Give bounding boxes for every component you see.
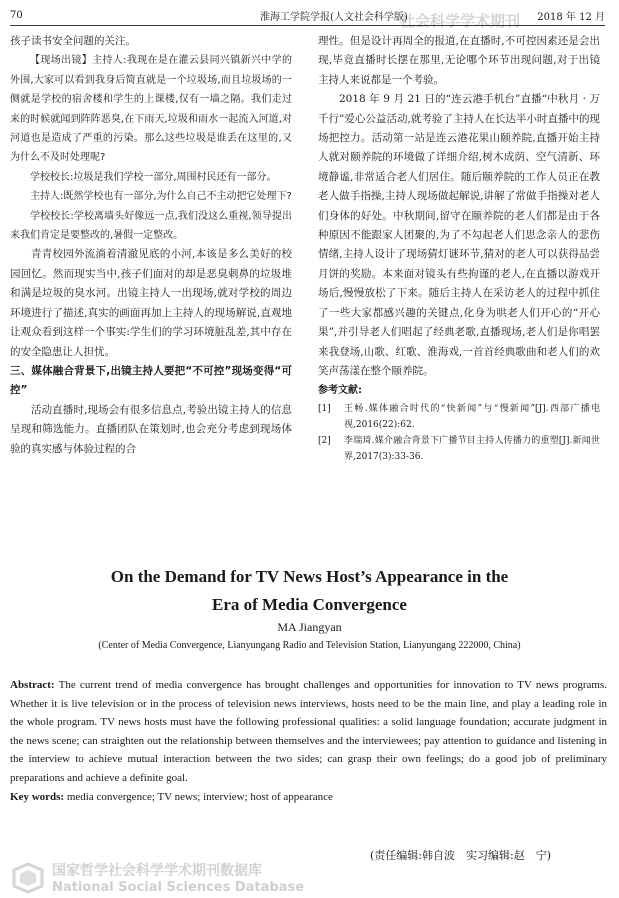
paragraph: 活动直播时,现场会有很多信息点,考验出镜主持人的信息呈现和筛选能力。直播团队在策划时,也会充分考虑到现场体验的真实感与体验过程的合: [10, 403, 292, 455]
reference-number: [1]: [318, 403, 331, 414]
paragraph: 青青校园外流淌着清澈见底的小河,本该是多么美好的校园回忆。然而现实当中,孩子们面对的却是恶臭刺鼻的垃圾堆和满是垃圾的臭水河。出镜主持人一出现场,就对学校的周边环境进行了描述,真实的画面再加上主持人的现场解说,直观地让观众看到这样一个事实:学生们的学习环境脏乱差,其中存在的安全隐患让人担忧。: [10, 248, 292, 358]
database-logo-icon: [10, 862, 46, 894]
english-title-line: Era of Media Convergence: [212, 595, 407, 614]
abstract-paragraph: [10, 676, 607, 788]
english-abstract: [10, 676, 607, 806]
abstract-text: The current trend of media convergence has brought challenges and opportunities for innovation to TV news programs. Whether it is live television or in the process of television news interviews, hosts need to be the main line, and play a leading role in the whole program. TV news hosts must have the following professional qualities: a solid language foundation; accurate judgment in the news scene; can straighten out the relationship between themselves and the interviewees; pay attention to guidance and listening in the interview to achieve mutual interaction between the two sides; can grasp their own feelings; do a good job of preliminary preparations and achieve a definite goal.: [10, 679, 607, 784]
abstract-label: Abstract:: [10, 679, 55, 691]
quote-principal: 学校校长:学校离墙头好像远一点,我们没这么重视,领导提出来我们肯定是要整改的,暑假一定整改。: [10, 210, 292, 242]
english-title: [0, 563, 619, 619]
paragraph: 孩子读书安全问题的关注。: [10, 35, 136, 47]
paragraph: 理性。但是设计再周全的报道,在直播时,不可控因素还是会出现,毕竟直播时长摆在那里,无论哪个环节出现问题,对于出镜主持人来说都是一个考验。: [318, 35, 600, 86]
keywords-text: media convergence; TV news; interview; host of appearance: [66, 790, 333, 803]
page-header: [10, 6, 605, 24]
keywords-line: [10, 788, 607, 807]
journal-name: 淮海工学院学报(人文社会科学版): [260, 12, 408, 23]
english-affiliation: (Center of Media Convergence, Lianyungang Radio and Television Station, Lianyungang 222000, China): [98, 640, 521, 651]
section-heading: 三、媒体融合背景下,出镜主持人要把“不可控”现场变得“可控”: [10, 364, 292, 397]
english-author: MA Jiangyan: [277, 620, 342, 634]
watermark-bottom: [10, 860, 304, 895]
reference-text: 王畅.媒体融合时代的“快新闻”与“慢新闻”[J].西部广播电视,2016(22):62.: [344, 403, 600, 430]
reference-number: [2]: [318, 435, 331, 446]
reference-item: [318, 433, 600, 465]
keywords-label: Key words:: [10, 790, 65, 803]
references-heading: 参考文献:: [318, 385, 362, 397]
quote-host: 【现场出镜】主持人:我现在是在灌云县同兴镇新兴中学的外围,大家可以看到我身后简直就是一个垃圾场,而且垃圾场的一侧就是学校的宿舍楼和学生的上课楼,仅有一墙之隔。我们走过来的时候就闻到阵阵恶臭,在下雨天,垃圾和雨水一起流入河道,对河道也是造成了严重的污染。那么这些垃圾是谁丢在这里的,又为什么不及时处理呢?: [10, 55, 292, 164]
english-title-line: On the Demand for TV News Host’s Appearance in the: [110, 567, 509, 586]
quote-principal: 学校校长:垃圾是我们学校一部分,周围村民还有一部分。: [30, 171, 277, 183]
watermark-cn: 国家哲学社会科学学术期刊数据库: [52, 863, 262, 879]
quote-host: 主持人:既然学校也有一部分,为什么自己不主动把它处理下?: [30, 191, 292, 203]
right-column: [318, 32, 600, 465]
issue-date: 2018 年 12 月: [537, 11, 605, 23]
reference-text: 李瑞琦.媒介融合背景下广播节目主持人传播力的重塑[J].新闻世界,2017(3):33-36.: [344, 435, 600, 462]
watermark-top: 社会科学学术期刊: [400, 12, 521, 30]
header-rule: [10, 25, 605, 26]
page-number: 70: [10, 9, 23, 21]
editor-credit: (责任编辑:韩自波 实习编辑:赵 宁): [370, 849, 551, 862]
paragraph: 2018 年 9 月 21 日的“连云港手机台”直播“中秋月 · 万千行”爱心公益活动,就考验了主持人在长达半小时直播中的现场把控力。活动第一站是连云港花果山颐养院,直播开始主持人就对颐养院的环境做了详细介绍,树木成荫、空气清新、环境静谧,非常适合老人们居住。随后颐养院的工作人员正在教老人做手指操,主持人现场做起解说,讲解了常做手指操对老人们身体的好处。中秋期间,留守在颐养院的老人们都是由于各种原因不能跟家人团聚的,为了不勾起老人们思念亲人的悲伤情绪,主持人设计了现场猜灯谜环节,猜对的老人可以获得品尝月饼的奖励。本来面对镜头有些拘谨的老人,在直播以游戏开场后,慢慢放松了下来。随后主持人在采访老人的过程中抓住了一些大家都感兴趣的关键点,化身为哄老人们开心的“开心果”,并引导老人们唱起了经典老歌,直播现场,老人们是你唱罢来我登场,山歌、红歌、淮海戏,一首首经典歌曲和老人们的欢笑声荡漾在整个颐养院。: [318, 93, 600, 377]
left-column: [10, 32, 292, 459]
watermark-en: National Social Sciences Database: [52, 880, 305, 895]
reference-item: [318, 401, 600, 433]
